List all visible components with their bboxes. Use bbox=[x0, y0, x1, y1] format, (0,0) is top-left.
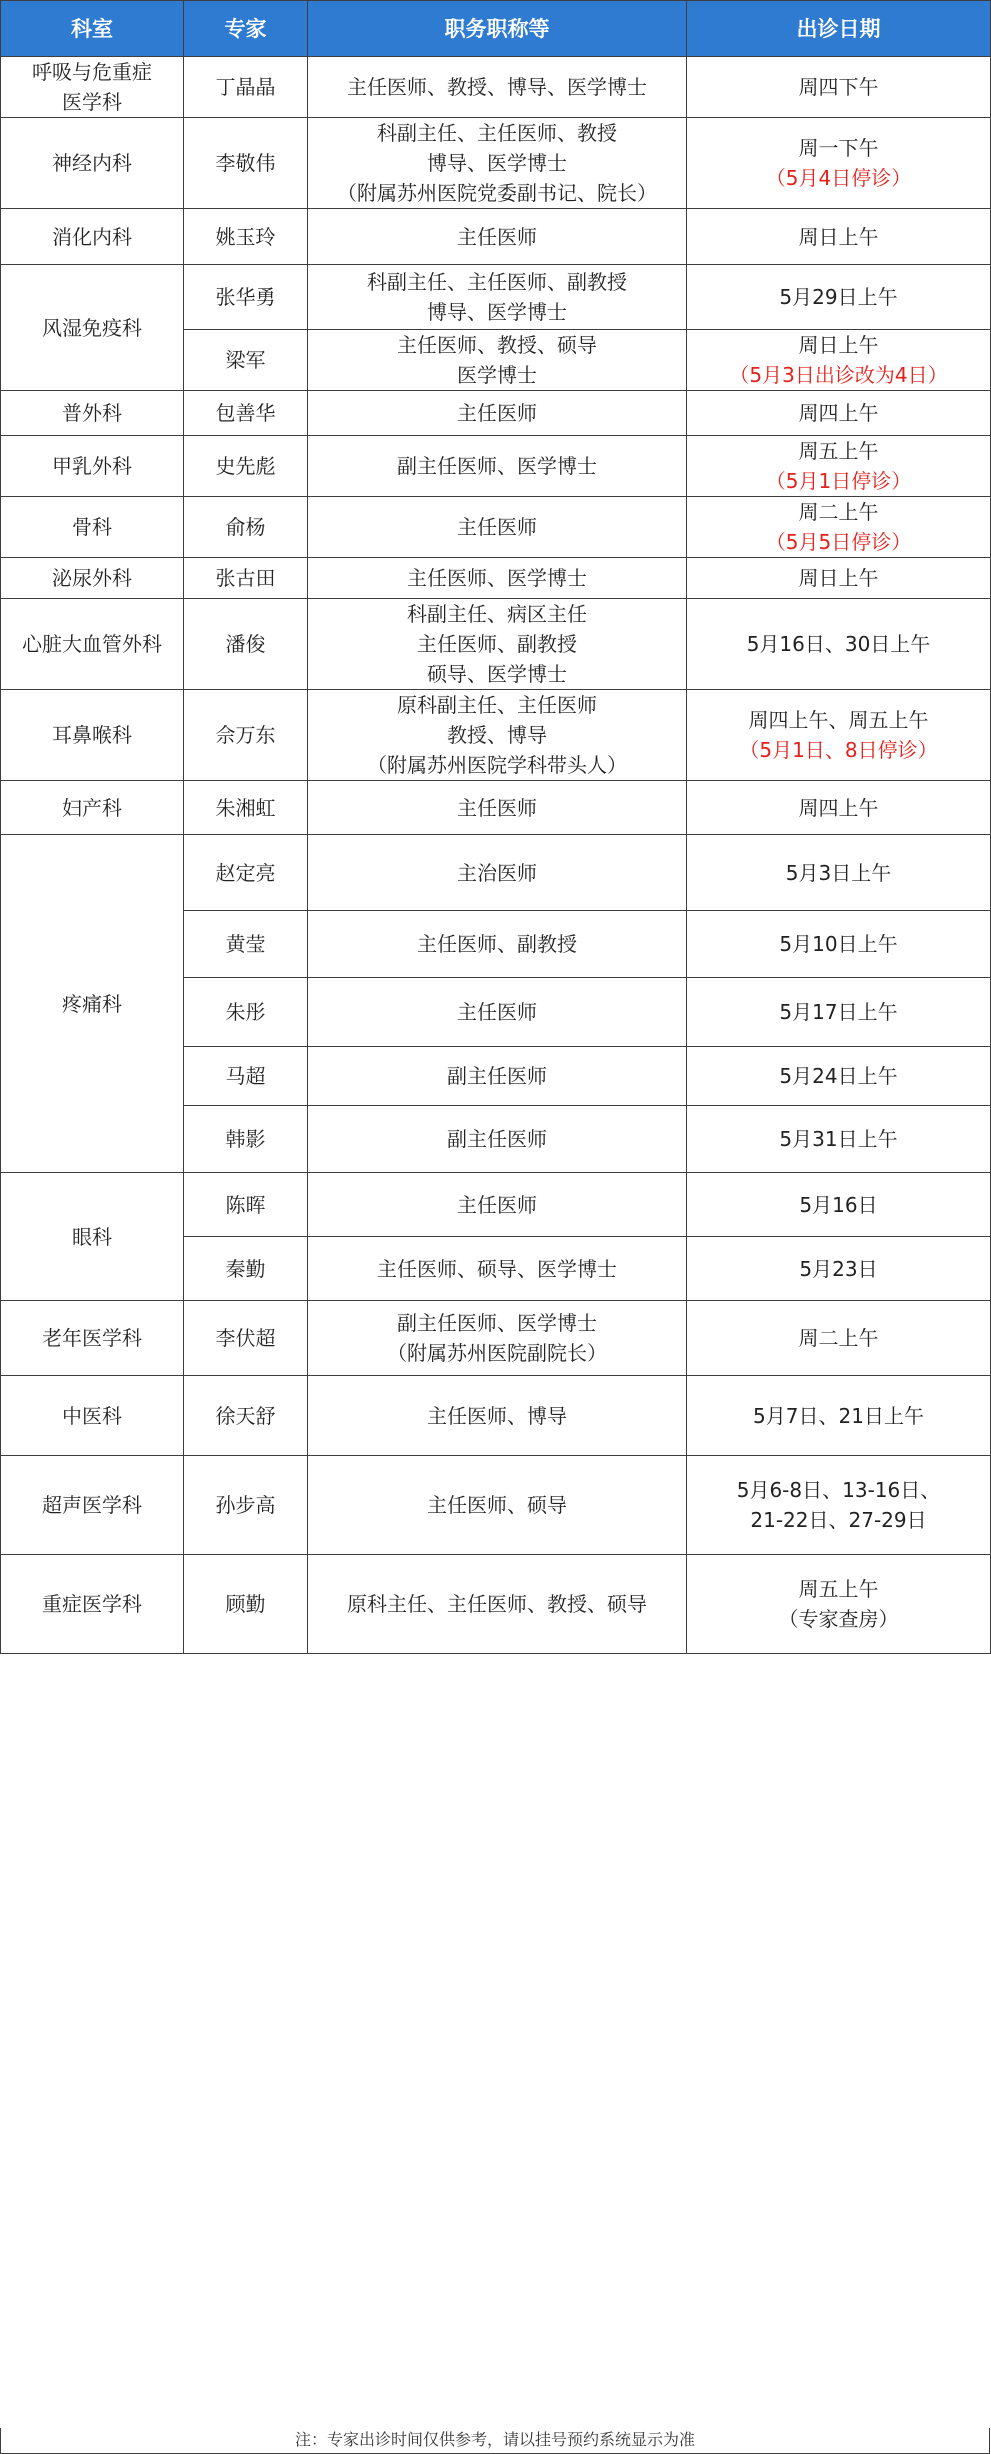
department-cell bbox=[1, 209, 184, 265]
date-cell bbox=[687, 1456, 991, 1555]
date-cell bbox=[687, 558, 991, 599]
department-cell bbox=[1, 265, 184, 391]
text-line: 重症医学科 bbox=[42, 1592, 142, 1616]
expert-cell: 赵定亮 bbox=[184, 835, 308, 911]
title-cell bbox=[308, 1301, 687, 1376]
text-line: 5月7日、21日上午 bbox=[753, 1403, 924, 1428]
text-line: 骨科 bbox=[72, 515, 112, 539]
date-cell bbox=[687, 1301, 991, 1376]
text-line: 泌尿外科 bbox=[52, 566, 132, 590]
text-line: （附属苏州医院学科带头人） bbox=[367, 753, 627, 777]
text-line: 周四上午 bbox=[798, 795, 879, 820]
table-row bbox=[1, 1555, 991, 1654]
title-cell bbox=[308, 558, 687, 599]
title-cell bbox=[308, 781, 687, 835]
text-line: 21-22日、27-29日 bbox=[750, 1508, 927, 1532]
title-cell bbox=[308, 1456, 687, 1555]
table-row bbox=[1, 558, 991, 599]
text-line: 周五上午 bbox=[798, 439, 879, 463]
date-cell bbox=[687, 599, 991, 690]
department-cell bbox=[1, 118, 184, 209]
table-row bbox=[1, 781, 991, 835]
text-line: 主任医师 bbox=[457, 401, 537, 425]
date-cell bbox=[687, 1106, 991, 1173]
table-row bbox=[1, 835, 991, 911]
date-note-line: （5月4日停诊） bbox=[765, 166, 912, 190]
text-line: 风湿免疫科 bbox=[42, 315, 142, 340]
text-line: 神经内科 bbox=[52, 151, 132, 175]
text-line: 副主任医师 bbox=[447, 1064, 547, 1088]
text-line: 副主任医师、医学博士 bbox=[397, 1311, 597, 1335]
table-row bbox=[1, 690, 991, 781]
text-line: 周四上午 bbox=[798, 401, 879, 425]
expert-cell: 潘俊 bbox=[184, 599, 308, 690]
table-row bbox=[1, 118, 991, 209]
expert-cell: 黄莹 bbox=[184, 911, 308, 978]
text-line: 超声医学科 bbox=[42, 1493, 142, 1517]
text-line: 硕导、医学博士 bbox=[427, 662, 567, 686]
date-note-line: （5月3日出诊改为4日） bbox=[729, 363, 948, 387]
date-cell bbox=[687, 1555, 991, 1654]
text-line: 副主任医师 bbox=[447, 1127, 547, 1151]
department-cell bbox=[1, 599, 184, 690]
department-cell bbox=[1, 497, 184, 558]
text-line: 主任医师 bbox=[457, 515, 537, 539]
text-line: 博导、医学博士 bbox=[427, 300, 567, 324]
text-line: 5月29日上午 bbox=[779, 285, 898, 309]
department-cell bbox=[1, 1456, 184, 1555]
date-cell bbox=[687, 436, 991, 497]
text-line: 主任医师、硕导、医学博士 bbox=[377, 1256, 617, 1281]
expert-cell: 丁晶晶 bbox=[184, 57, 308, 118]
table-row bbox=[1, 599, 991, 690]
expert-cell: 梁军 bbox=[184, 330, 308, 391]
text-line: 原科主任、主任医师、教授、硕导 bbox=[347, 1592, 647, 1616]
text-line: 主任医师、教授、硕导 bbox=[397, 333, 597, 357]
expert-cell: 包善华 bbox=[184, 391, 308, 436]
text-line: 周四下午 bbox=[798, 75, 879, 99]
text-line: 5月16日、30日上午 bbox=[746, 632, 931, 656]
date-note-line: （5月1日、8日停诊） bbox=[739, 738, 938, 762]
table-row bbox=[1, 1301, 991, 1376]
department-cell bbox=[1, 1301, 184, 1376]
text-line: 5月17日上午 bbox=[779, 1000, 898, 1024]
text-line: （专家查房） bbox=[778, 1607, 899, 1631]
title-cell bbox=[308, 835, 687, 911]
text-line: 主任医师、副教授 bbox=[417, 932, 577, 956]
text-line: 周二上午 bbox=[798, 1326, 879, 1350]
date-cell bbox=[687, 835, 991, 911]
date-cell bbox=[687, 209, 991, 265]
expert-cell: 李敬伟 bbox=[184, 118, 308, 209]
table-body bbox=[1, 57, 991, 1654]
expert-cell: 秦勤 bbox=[184, 1237, 308, 1301]
text-line: 主任医师、博导 bbox=[427, 1403, 567, 1428]
expert-cell: 俞杨 bbox=[184, 497, 308, 558]
title-cell bbox=[308, 265, 687, 330]
text-line: 疼痛科 bbox=[62, 991, 122, 1016]
title-cell bbox=[308, 1106, 687, 1173]
text-line: 5月24日上午 bbox=[779, 1064, 898, 1088]
text-line: （附属苏州医院副院长） bbox=[387, 1341, 607, 1365]
text-line: 普外科 bbox=[62, 401, 122, 425]
department-cell bbox=[1, 436, 184, 497]
text-line: 主任医师 bbox=[457, 1000, 537, 1024]
department-cell bbox=[1, 1376, 184, 1456]
department-cell bbox=[1, 690, 184, 781]
date-cell bbox=[687, 1376, 991, 1456]
text-line: 5月31日上午 bbox=[779, 1127, 898, 1151]
table-row bbox=[1, 391, 991, 436]
expert-cell: 韩影 bbox=[184, 1106, 308, 1173]
text-line: 主任医师 bbox=[457, 224, 537, 249]
text-line: 周五上午 bbox=[798, 1577, 879, 1601]
table-row bbox=[1, 1376, 991, 1456]
title-cell bbox=[308, 690, 687, 781]
text-line: 呼吸与危重症 bbox=[32, 60, 152, 84]
department-cell bbox=[1, 391, 184, 436]
text-line: 科副主任、主任医师、教授 bbox=[377, 121, 617, 145]
text-line: 科副主任、病区主任 bbox=[407, 602, 587, 626]
expert-cell: 佘万东 bbox=[184, 690, 308, 781]
text-line: 妇产科 bbox=[62, 795, 122, 820]
text-line: 5月16日 bbox=[799, 1192, 878, 1217]
date-cell bbox=[687, 265, 991, 330]
title-cell bbox=[308, 1173, 687, 1237]
expert-cell: 徐天舒 bbox=[184, 1376, 308, 1456]
date-cell bbox=[687, 1047, 991, 1106]
title-cell bbox=[308, 911, 687, 978]
title-cell bbox=[308, 497, 687, 558]
text-line: 耳鼻喉科 bbox=[52, 723, 132, 747]
text-line: 主任医师 bbox=[457, 795, 537, 820]
date-cell bbox=[687, 1173, 991, 1237]
title-cell bbox=[308, 330, 687, 391]
text-line: 中医科 bbox=[62, 1403, 122, 1428]
expert-cell: 朱彤 bbox=[184, 978, 308, 1047]
department-cell bbox=[1, 57, 184, 118]
expert-cell: 李伏超 bbox=[184, 1301, 308, 1376]
title-cell bbox=[308, 1047, 687, 1106]
expert-cell: 孙步高 bbox=[184, 1456, 308, 1555]
text-line: 周二上午 bbox=[798, 500, 879, 524]
text-line: 心脏大血管外科 bbox=[22, 632, 162, 656]
text-line: 医学科 bbox=[62, 90, 122, 114]
text-line: 老年医学科 bbox=[42, 1326, 142, 1350]
table-header-row bbox=[1, 1, 991, 57]
department-cell bbox=[1, 558, 184, 599]
table-row bbox=[1, 1456, 991, 1555]
text-line: 消化内科 bbox=[52, 224, 132, 249]
date-cell bbox=[687, 978, 991, 1047]
text-line: 科副主任、主任医师、副教授 bbox=[367, 270, 627, 294]
table-row bbox=[1, 57, 991, 118]
title-cell bbox=[308, 1237, 687, 1301]
text-line: 原科副主任、主任医师 bbox=[397, 693, 597, 717]
footer-note: 注：专家出诊时间仅供参考，请以挂号预约系统显示为准 bbox=[0, 2428, 990, 2454]
text-line: 主任医师、硕导 bbox=[427, 1493, 567, 1517]
text-line: 甲乳外科 bbox=[52, 454, 132, 478]
table-row bbox=[1, 497, 991, 558]
date-cell bbox=[687, 911, 991, 978]
text-line: 5月23日 bbox=[799, 1256, 878, 1281]
text-line: 博导、医学博士 bbox=[427, 151, 567, 175]
text-line: 教授、博导 bbox=[447, 723, 547, 747]
expert-cell: 马超 bbox=[184, 1047, 308, 1106]
department-cell bbox=[1, 781, 184, 835]
date-cell bbox=[687, 497, 991, 558]
text-line: 5月10日上午 bbox=[779, 932, 898, 956]
text-line: 主治医师 bbox=[457, 860, 537, 885]
header-expert: 专家 bbox=[184, 1, 308, 57]
date-note-line: （5月5日停诊） bbox=[765, 530, 912, 554]
title-cell bbox=[308, 1555, 687, 1654]
title-cell bbox=[308, 118, 687, 209]
text-line: 主任医师、教授、博导、医学博士 bbox=[347, 75, 647, 99]
text-line: 医学博士 bbox=[457, 363, 537, 387]
text-line: 主任医师 bbox=[457, 1192, 537, 1217]
text-line: 副主任医师、医学博士 bbox=[397, 454, 597, 478]
department-cell bbox=[1, 1173, 184, 1301]
title-cell bbox=[308, 599, 687, 690]
expert-cell: 张古田 bbox=[184, 558, 308, 599]
table-row bbox=[1, 1173, 991, 1237]
text-line: 5月3日上午 bbox=[785, 860, 892, 885]
date-cell bbox=[687, 118, 991, 209]
title-cell bbox=[308, 1376, 687, 1456]
text-line: 主任医师、医学博士 bbox=[407, 566, 587, 590]
expert-cell: 朱湘虹 bbox=[184, 781, 308, 835]
expert-cell: 顾勤 bbox=[184, 1555, 308, 1654]
date-cell bbox=[687, 781, 991, 835]
expert-cell: 姚玉玲 bbox=[184, 209, 308, 265]
text-line: 周日上午 bbox=[798, 566, 879, 590]
text-line: 周四上午、周五上午 bbox=[748, 708, 929, 732]
date-cell bbox=[687, 690, 991, 781]
table-row bbox=[1, 209, 991, 265]
date-cell bbox=[687, 391, 991, 436]
department-cell bbox=[1, 1555, 184, 1654]
text-line: 5月6-8日、13-16日、 bbox=[736, 1478, 941, 1502]
text-line: 主任医师、副教授 bbox=[417, 632, 577, 656]
title-cell bbox=[308, 436, 687, 497]
date-cell bbox=[687, 57, 991, 118]
header-title: 职务职称等 bbox=[308, 1, 687, 57]
date-cell bbox=[687, 330, 991, 391]
text-line: 周日上午 bbox=[798, 224, 879, 249]
text-line: 周日上午 bbox=[798, 333, 879, 357]
title-cell bbox=[308, 978, 687, 1047]
title-cell bbox=[308, 209, 687, 265]
table-row bbox=[1, 436, 991, 497]
table-row bbox=[1, 265, 991, 330]
expert-cell: 陈晖 bbox=[184, 1173, 308, 1237]
expert-cell: 史先彪 bbox=[184, 436, 308, 497]
header-department: 科室 bbox=[1, 1, 184, 57]
text-line: 周一下午 bbox=[798, 136, 879, 160]
text-line: （附属苏州医院党委副书记、院长） bbox=[337, 181, 657, 205]
title-cell bbox=[308, 391, 687, 436]
header-date: 出诊日期 bbox=[687, 1, 991, 57]
date-note-line: （5月1日停诊） bbox=[765, 469, 912, 493]
date-cell bbox=[687, 1237, 991, 1301]
text-line: 眼科 bbox=[72, 1224, 112, 1249]
expert-cell: 张华勇 bbox=[184, 265, 308, 330]
title-cell bbox=[308, 57, 687, 118]
department-cell bbox=[1, 835, 184, 1173]
